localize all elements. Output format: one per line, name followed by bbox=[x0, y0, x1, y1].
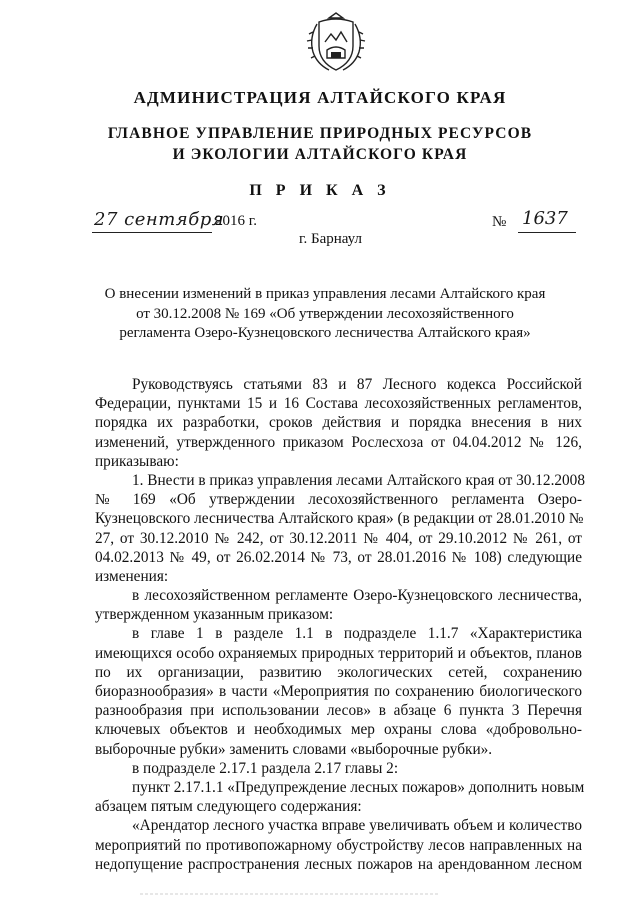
body-line: недопущение распространения лесных пожаров на арендованном лесном bbox=[95, 855, 582, 873]
body-line: Кузнецовского лесничества Алтайского края» (в редакции от 28.01.2010 № bbox=[95, 510, 584, 528]
body-line: изменения: bbox=[95, 567, 169, 585]
body-line: абзацем пятым следующего содержания: bbox=[95, 798, 362, 816]
handwritten-number: 1637 bbox=[522, 208, 568, 229]
order-date bbox=[92, 208, 272, 238]
body-line: «Арендатор лесного участка вправе увеличивать объем и количество bbox=[132, 817, 582, 835]
city-label: г. Барнаул bbox=[299, 231, 362, 247]
handwritten-date: 27 сентября bbox=[94, 209, 225, 230]
body-line: биоразнообразия» в части «Мероприятия по сохранению биологического bbox=[95, 683, 582, 700]
body-line: утвержденном указанным приказом: bbox=[95, 606, 334, 624]
body-line: № 169 «Об утверждении лесохозяйственного регламента Озеро- bbox=[95, 491, 582, 509]
body-line: приказываю: bbox=[95, 452, 179, 470]
body-line: пункт 2.17.1.1 «Предупреждение лесных пожаров» дополнить новым bbox=[132, 778, 585, 796]
order-number bbox=[492, 210, 592, 240]
body-line: мероприятий по противопожарному обустройству лесов направленных на bbox=[95, 836, 582, 854]
date-underline bbox=[92, 232, 212, 233]
body-line: в подразделе 2.17.1 раздела 2.17 главы 2: bbox=[132, 759, 399, 777]
body-line: Руководствуясь статьями 83 и 87 Лесного кодекса Российской bbox=[132, 376, 582, 393]
body-line: изменений, утвержденного приказом Рослесхоза от 04.04.2012 № 126, bbox=[95, 433, 582, 451]
body-line: в главе 1 в разделе 1.1 в подразделе 1.1.7 «Характеристика bbox=[132, 625, 582, 643]
number-label: № bbox=[492, 214, 507, 230]
administration-title: АДМИНИСТРАЦИЯ АЛТАЙСКОГО КРАЯ bbox=[133, 88, 507, 107]
body-line: выборочные рубки» заменить словами «выборочные рубки». bbox=[95, 740, 493, 758]
order-body bbox=[95, 375, 585, 874]
body-line: имеющихся особо охраняемых природных территорий и объектов, планов bbox=[95, 644, 582, 662]
document-type-heading: П Р И К А З bbox=[249, 182, 391, 199]
coat-of-arms-emblem bbox=[305, 12, 367, 76]
number-underline bbox=[518, 232, 576, 233]
body-line: 27, от 30.12.2010 № 242, от 30.12.2011 № 404, от 29.10.2012 № 261, от bbox=[95, 529, 582, 547]
subject-line: от 30.12.2008 № 169 «Об утверждении лесохозяйственного bbox=[136, 305, 514, 322]
department-title-line2: И ЭКОЛОГИИ АЛТАЙСКОГО КРАЯ bbox=[172, 146, 468, 163]
body-line: порядка их разработки, сроков действия и порядка внесения в них bbox=[95, 414, 582, 432]
body-line: разнообразия при использовании лесов» в абзаце 6 пункта 3 Перечня bbox=[95, 702, 582, 720]
department-title-line1: ГЛАВНОЕ УПРАВЛЕНИЕ ПРИРОДНЫХ РЕСУРСОВ bbox=[107, 125, 533, 142]
body-line: в лесохозяйственном регламенте Озеро-Кузнецовского лесничества, bbox=[132, 587, 582, 605]
subject-line: О внесении изменений в приказ управления лесами Алтайского края bbox=[104, 286, 546, 302]
order-subject bbox=[70, 285, 580, 344]
scan-artifact-line bbox=[140, 893, 440, 895]
order-year: 2016 г. bbox=[215, 213, 257, 229]
body-line: 1. Внести в приказ управления лесами Алтайского края от 30.12.2008 bbox=[132, 471, 585, 489]
body-line: 04.02.2013 № 49, от 26.02.2014 № 73, от 28.01.2016 № 108) следующие bbox=[95, 548, 582, 566]
body-line: Федерации, пунктами 15 и 16 Состава лесохозяйственных регламентов, bbox=[95, 395, 582, 413]
body-line: ключевых объектов и необходимых мер охраны слова «добровольно- bbox=[95, 721, 582, 739]
body-line: по их организации, развитию экологических сетей, сохранению bbox=[95, 663, 582, 681]
subject-line: регламента Озеро-Кузнецовского лесничества Алтайского края» bbox=[119, 325, 531, 341]
